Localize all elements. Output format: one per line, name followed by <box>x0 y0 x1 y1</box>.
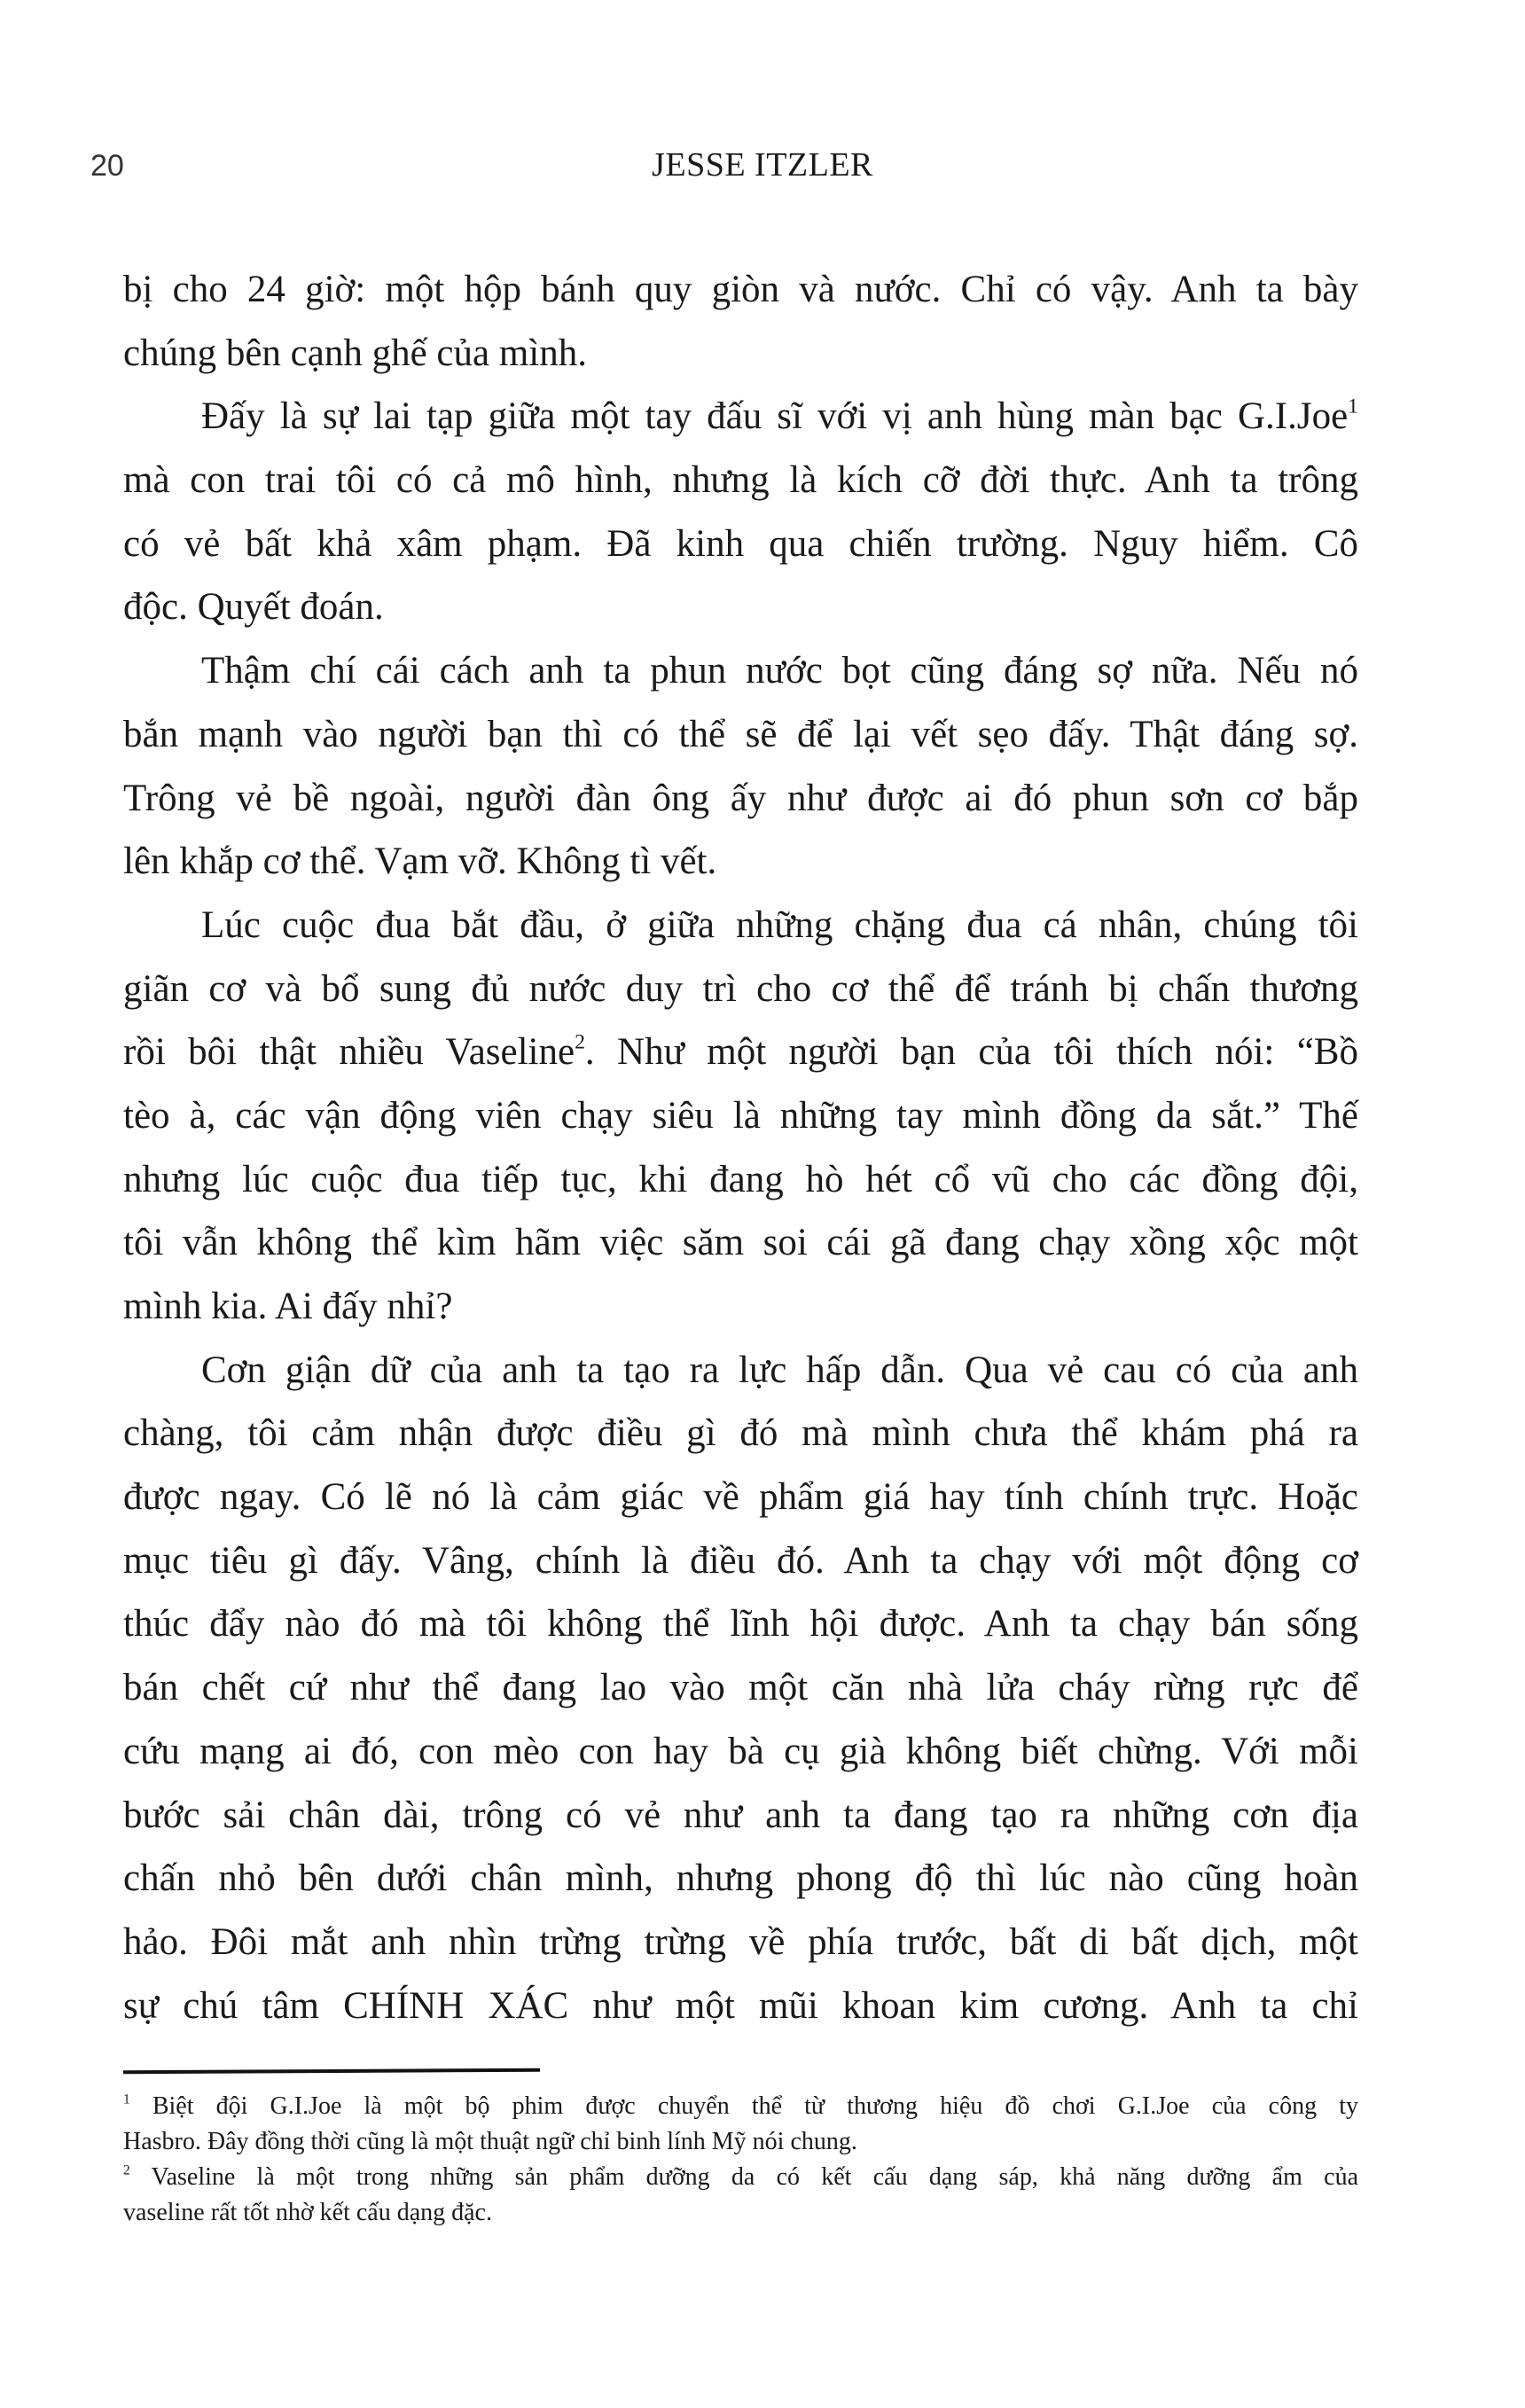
text-line <box>123 1211 1358 1275</box>
paragraph <box>123 258 1358 385</box>
text-line <box>123 958 1358 1021</box>
footnotes <box>123 2089 1358 2231</box>
text-line <box>123 1275 1358 1339</box>
text-line <box>123 639 1358 703</box>
footnote-line <box>123 2124 1358 2160</box>
line-text: Cơn giận dữ của anh ta tạo ra lực hấp dẫn. Qua vẻ cau có của anh <box>201 1349 1358 1391</box>
footnote-line <box>123 2195 1358 2231</box>
paragraph <box>123 639 1358 894</box>
footnote-marker: 1 <box>123 2091 130 2107</box>
body-text <box>123 258 1358 2037</box>
footnote <box>123 2089 1358 2160</box>
line-text: chúng bên cạnh ghế của mình. <box>123 332 587 374</box>
line-text: mục tiêu gì đấy. Vâng, chính là điều đó. Anh ta chạy với một động cơ <box>123 1539 1358 1582</box>
line-text: Trông vẻ bề ngoài, người đàn ông ấy như được ai đó phun sơn cơ bắp <box>123 777 1358 819</box>
running-title: JESSE ITZLER <box>652 146 873 184</box>
line-text: nhưng lúc cuộc đua tiếp tục, khi đang hò hét cổ vũ cho các đồng đội, <box>123 1158 1358 1200</box>
line-text: . Như một người bạn của tôi thích nói: “Bồ <box>584 1031 1358 1074</box>
footnote-text: Biệt đội G.I.Joe là một bộ phim được chuyển thể từ thương hiệu đồ chơi G.I.Joe của công ty <box>152 2092 1358 2120</box>
line-text: cứu mạng ai đó, con mèo con hay bà cụ già không biết chừng. Với mỗi <box>123 1730 1358 1772</box>
line-text: chàng, tôi cảm nhận được điều gì đó mà mình chưa thể khám phá ra <box>123 1412 1358 1455</box>
line-text: bán chết cứ như thể đang lao vào một căn nhà lửa cháy rừng rực để <box>123 1667 1358 1709</box>
text-line <box>123 703 1358 767</box>
text-line <box>123 1592 1358 1656</box>
line-text: mà con trai tôi có cả mô hình, nhưng là kích cỡ đời thực. Anh ta trông <box>123 459 1358 502</box>
line-text: hảo. Đôi mắt anh nhìn trừng trừng về phía trước, bất di bất dịch, một <box>123 1920 1358 1963</box>
line-text: bị cho 24 giờ: một hộp bánh quy giòn và nước. Chỉ có vậy. Anh ta bày <box>123 269 1358 310</box>
line-text: chấn nhỏ bên dưới chân mình, nhưng phong độ thì lúc nào cũng hoàn <box>123 1857 1358 1900</box>
text-line <box>123 767 1358 831</box>
line-text: rồi bôi thật nhiều Vaseline <box>123 1031 575 1074</box>
line-text: mình kia. Ai đấy nhỉ? <box>123 1286 453 1327</box>
footnote-rule <box>123 2068 540 2074</box>
text-line <box>123 512 1358 576</box>
line-text: Thậm chí cái cách anh ta phun nước bọt cũng đáng sợ nữa. Nếu nó <box>201 650 1358 692</box>
text-line <box>123 1656 1358 1720</box>
paragraph <box>123 894 1358 1339</box>
footnote-ref: 1 <box>1348 395 1358 418</box>
text-line <box>123 894 1358 958</box>
text-line <box>123 1720 1358 1784</box>
text-line <box>123 1911 1358 1974</box>
line-text: có vẻ bất khả xâm phạm. Đã kinh qua chiến trường. Nguy hiểm. Cô <box>123 522 1358 565</box>
footnote-text: Hasbro. Đây đồng thời cũng là một thuật ngữ chỉ binh lính Mỹ nói chung. <box>123 2128 857 2155</box>
text-line <box>123 322 1358 386</box>
line-text: sự chú tâm CHÍNH XÁC như một mũi khoan kim cương. Anh ta chỉ <box>123 1984 1358 2027</box>
footnote-line <box>123 2089 1358 2124</box>
text-line <box>123 1339 1358 1403</box>
line-text: bước sải chân dài, trông có vẻ như anh ta đang tạo ra những cơn địa <box>123 1794 1358 1836</box>
text-line <box>123 1402 1358 1466</box>
line-text: bắn mạnh vào người bạn thì có thể sẽ để lại vết sẹo đấy. Thật đáng sợ. <box>123 713 1358 755</box>
line-text: Đấy là sự lai tạp giữa một tay đấu sĩ với vị anh hùng màn bạc G.I.Joe <box>201 395 1349 438</box>
line-text: Lúc cuộc đua bắt đầu, ở giữa những chặng đua cá nhân, chúng tôi <box>201 903 1358 946</box>
line-text: tèo à, các vận động viên chạy siêu là những tay mình đồng da sắt.” Thế <box>123 1094 1358 1137</box>
text-line <box>123 1148 1358 1212</box>
paragraph <box>123 1339 1358 2038</box>
line-text: độc. Quyết đoán. <box>123 586 384 629</box>
text-line <box>123 1466 1358 1529</box>
text-line <box>123 830 1358 894</box>
text-line <box>123 1784 1358 1848</box>
line-text: lên khắp cơ thể. Vạm vỡ. Không tì vết. <box>123 840 717 883</box>
text-line <box>123 385 1358 449</box>
footnote-marker: 2 <box>123 2162 130 2178</box>
text-line <box>123 1084 1358 1148</box>
text-line <box>123 1529 1358 1593</box>
line-text: thúc đẩy nào đó mà tôi không thể lĩnh hội được. Anh ta chạy bán sống <box>123 1603 1358 1646</box>
footnote <box>123 2160 1358 2231</box>
footnote-text: Vaseline là một trong những sản phẩm dưỡng da có kết cấu dạng sáp, khả năng dưỡng ẩm của <box>151 2163 1358 2191</box>
line-text: giãn cơ và bổ sung đủ nước duy trì cho cơ thể để tránh bị chấn thương <box>123 967 1358 1010</box>
text-line <box>123 1020 1358 1084</box>
footnote-line <box>123 2160 1358 2195</box>
text-line <box>123 449 1358 512</box>
line-text: tôi vẫn không thể kìm hãm việc săm soi cái gã đang chạy xồng xộc một <box>123 1222 1358 1264</box>
footnote-text: vaseline rất tốt nhờ kết cấu dạng đặc. <box>123 2199 492 2226</box>
footnote-ref: 2 <box>575 1030 585 1054</box>
text-line <box>123 1847 1358 1911</box>
text-line <box>123 258 1358 322</box>
paragraph <box>123 385 1358 639</box>
text-line <box>123 1974 1358 2038</box>
page-number: 20 <box>90 149 124 183</box>
text-line <box>123 575 1358 639</box>
line-text: được ngay. Có lẽ nó là cảm giác về phẩm giá hay tính chính trực. Hoặc <box>123 1476 1358 1519</box>
